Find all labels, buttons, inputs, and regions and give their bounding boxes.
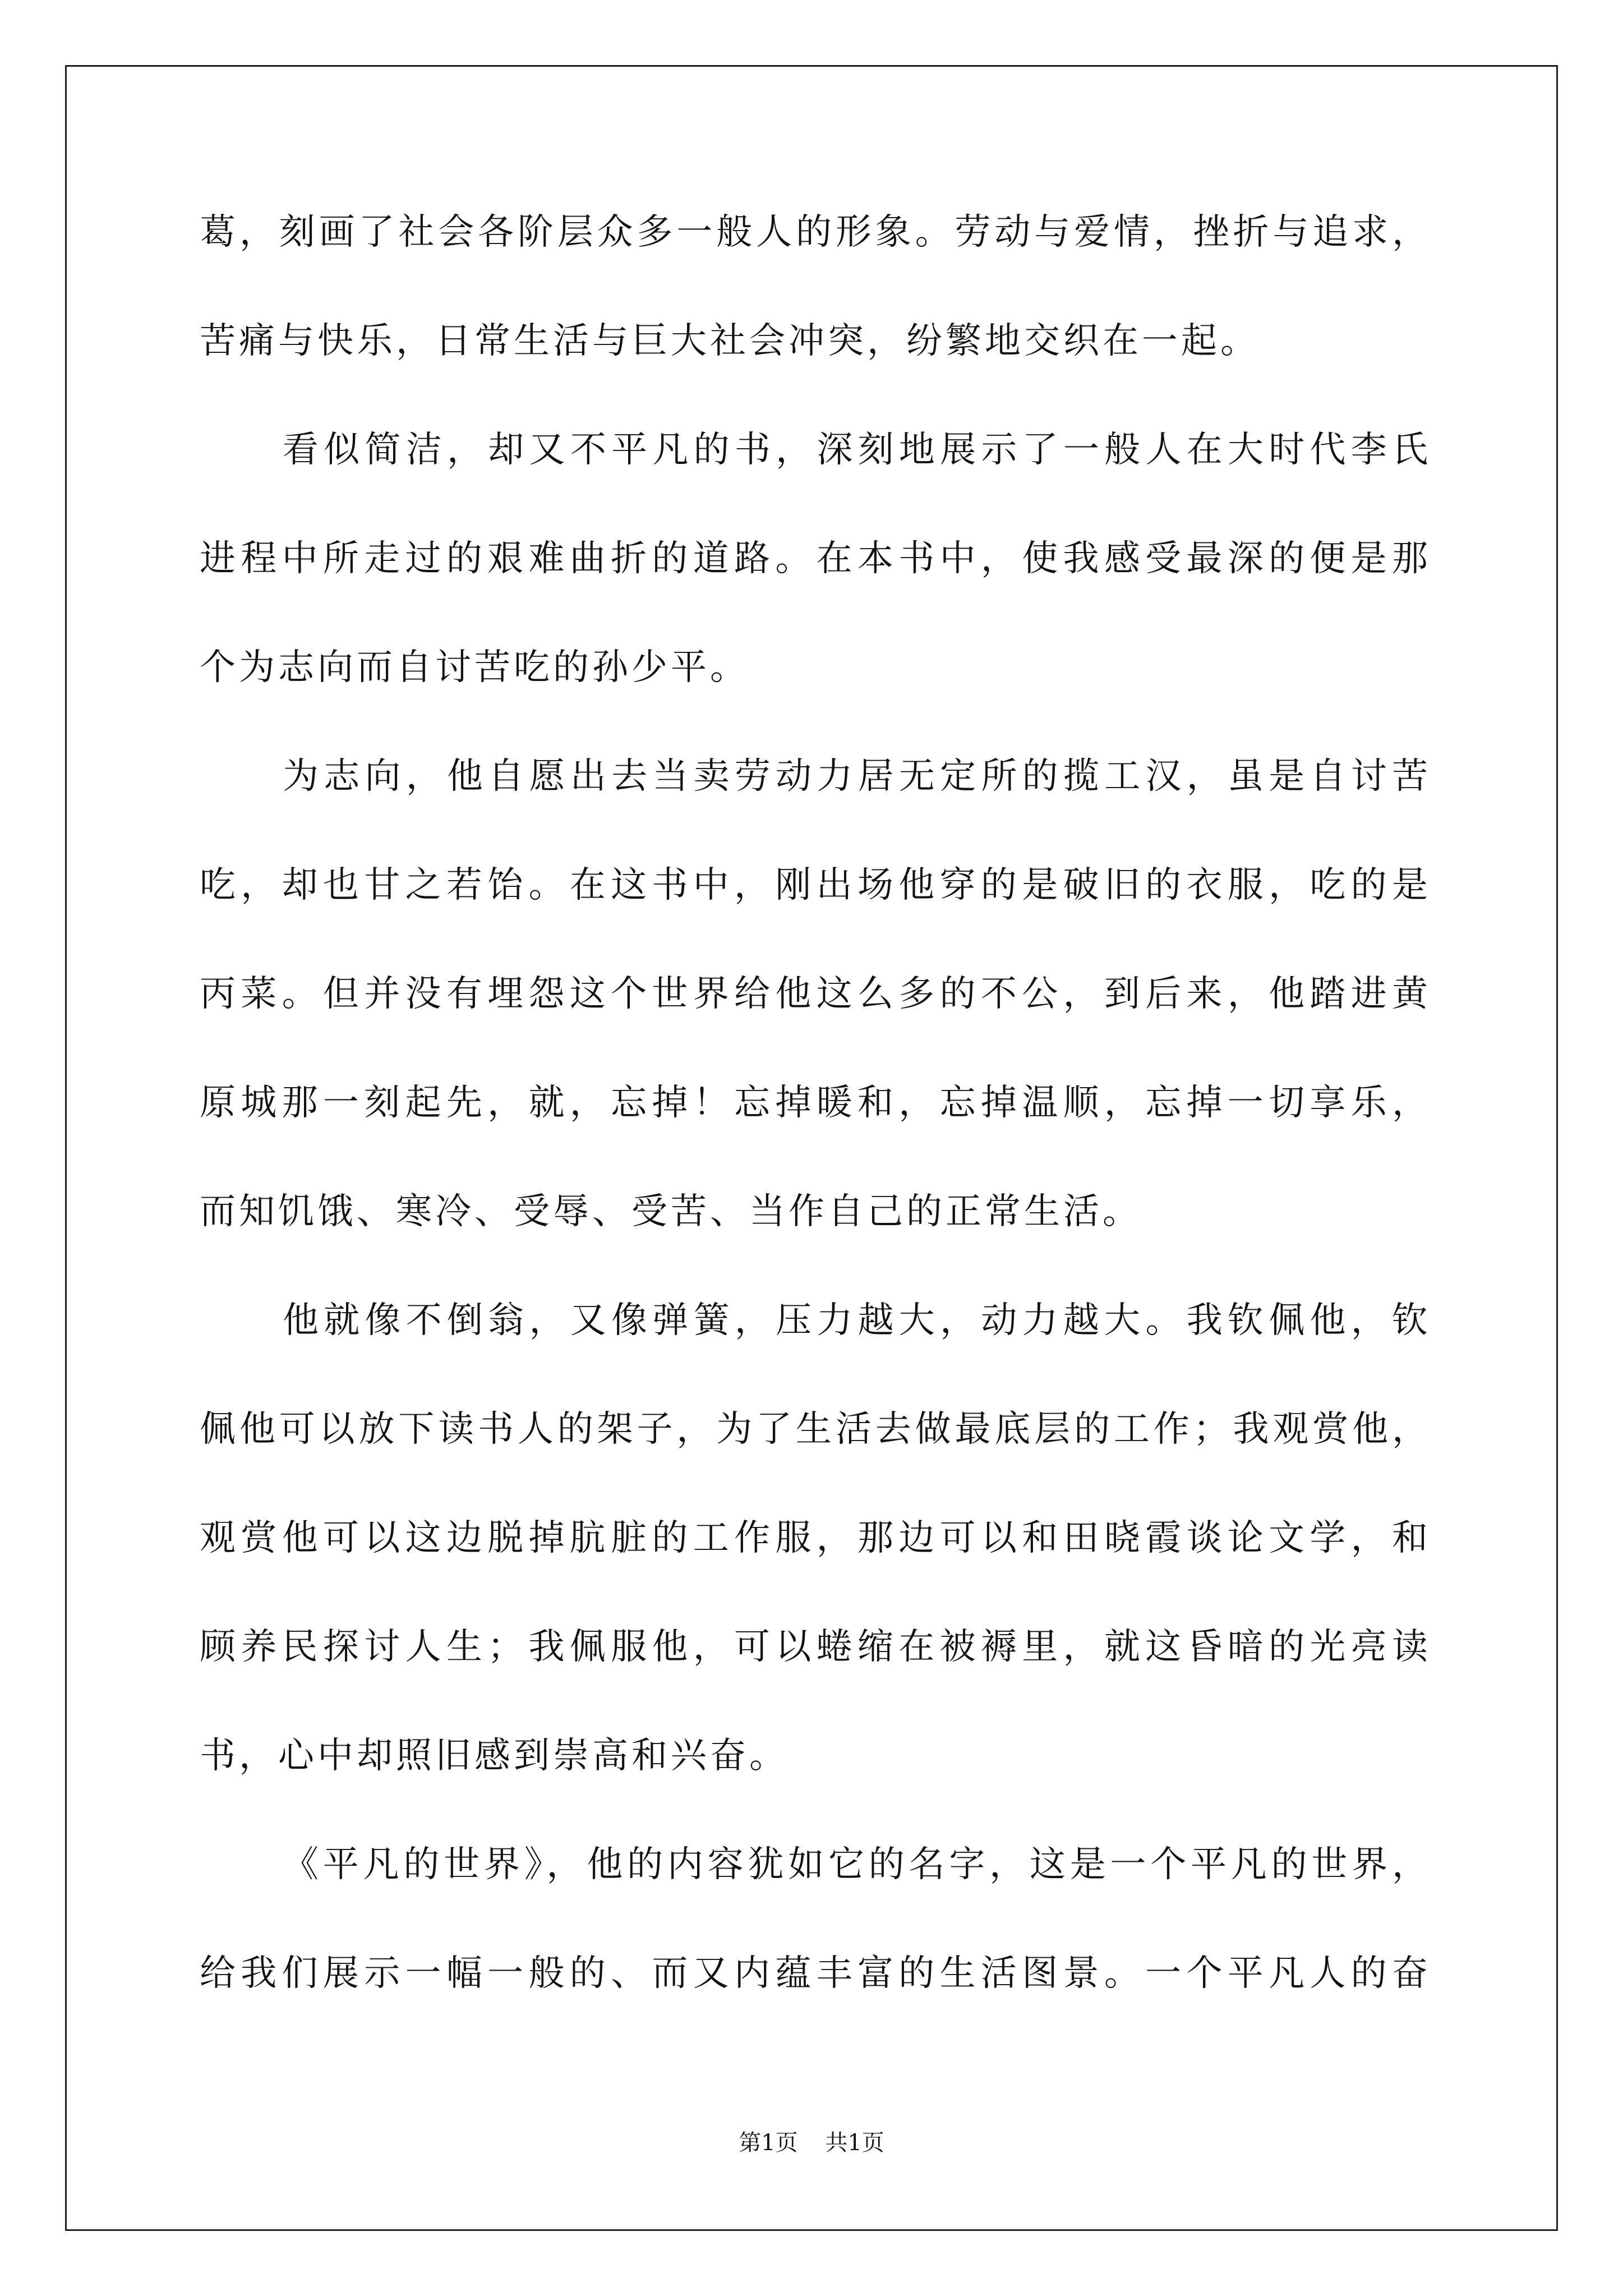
text-line: 为志向，他自愿出去当卖劳动力居无定所的揽工汉，虽是自讨苦 — [283, 756, 1431, 797]
page-footer — [0, 2132, 1623, 2154]
text-line: 吃，却也甘之若饴。在这书中，刚出场他穿的是破旧的衣服，吃的是 — [200, 864, 1431, 906]
page-total: 共1页 — [825, 2130, 884, 2156]
text-line: 个为志向而自讨苦吃的孙少平。 — [200, 647, 749, 688]
text-line: 而知饥饿、寒冷、受辱、受苦、当作自己的正常生活。 — [200, 1191, 1142, 1232]
document-body — [200, 211, 1431, 2064]
text-line: 书，心中却照旧感到崇高和兴奋。 — [200, 1735, 789, 1777]
text-line: 苦痛与快乐，日常生活与巨大社会冲突，纷繁地交织在一起。 — [200, 320, 1260, 362]
text-line: 佩他可以放下读书人的架子，为了生活去做最底层的工作；我观赏他， — [200, 1409, 1431, 1450]
text-line: 葛，刻画了社会各阶层众多一般人的形象。劳动与爱情，挫折与追求， — [200, 211, 1431, 253]
text-line: 《平凡的世界》，他的内容犹如它的名字，这是一个平凡的世界， — [283, 1844, 1431, 1885]
text-line: 他就像不倒翁，又像弹簧，压力越大，动力越大。我钦佩他，钦 — [283, 1300, 1431, 1341]
text-line: 进程中所走过的艰难曲折的道路。在本书中，使我感受最深的便是那 — [200, 538, 1431, 579]
text-line: 顾养民探讨人生；我佩服他，可以蜷缩在被褥里，就这昏暗的光亮读 — [200, 1626, 1431, 1668]
text-line: 观赏他可以这边脱掉肮脏的工作服，那边可以和田晓霞谈论文学，和 — [200, 1517, 1431, 1559]
text-line: 丙菜。但并没有埋怨这个世界给他这么多的不公，到后来，他踏进黄 — [200, 973, 1431, 1015]
page-number: 第1页 — [739, 2130, 798, 2156]
text-line: 看似简洁，却又不平凡的书，深刻地展示了一般人在大时代李氏 — [283, 429, 1431, 471]
text-line: 原城那一刻起先，就，忘掉！忘掉暖和，忘掉温顺，忘掉一切享乐， — [200, 1082, 1431, 1124]
text-line: 给我们展示一幅一般的、而又内蕴丰富的生活图景。一个平凡人的奋 — [200, 1953, 1431, 1994]
